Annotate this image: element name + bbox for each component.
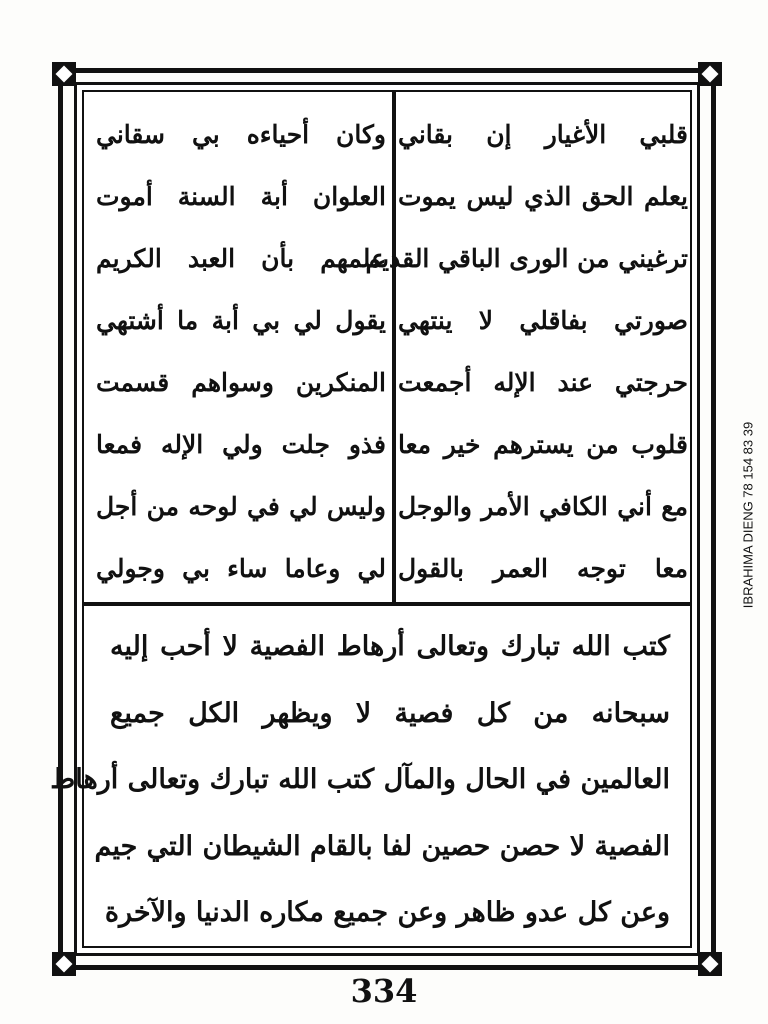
- verse-line: حرجتي عند الإله أجمعت: [398, 368, 688, 397]
- verse-line: وليس لي في لوحه من أجل: [96, 492, 386, 521]
- prose-line: سبحانه من كل فصية لا ويظهر الكل جميع: [110, 697, 670, 729]
- prose-line: وعن كل عدو ظاهر وعن جميع مكاره الدنيا والآخرة: [104, 897, 670, 928]
- verse-line: معا توجه العمر بالقول: [398, 554, 688, 583]
- verse-line: لي وعاما ساء بي وجولي: [96, 554, 386, 583]
- prose-block: [50, 622, 670, 938]
- page-number: 334: [350, 972, 418, 1010]
- verse-line: يعلم الحق الذي ليس يموت: [398, 182, 688, 211]
- left-verse-column: [96, 112, 386, 592]
- section-divider: [84, 602, 690, 606]
- verse-line: المنكرين وسواهم قسمت: [96, 368, 386, 397]
- verse-line: مع أني الكافي الأمر والوجل: [398, 492, 688, 521]
- corner-ornament-top-right: [698, 62, 722, 86]
- verse-line: وكان أحياءه بي سقاني: [96, 120, 386, 149]
- verse-line: صورتي بفاقلي لا ينتهي: [398, 306, 688, 335]
- prose-line: كتب الله تبارك وتعالى أرهاط الفصية لا أحب إليه: [110, 631, 670, 662]
- column-divider: [392, 92, 396, 604]
- prose-line: العالمين في الحال والمآل كتب الله تبارك وتعالى أرهاط: [50, 764, 670, 795]
- verse-line: قلوب من يسترهم خير معا: [398, 430, 688, 459]
- verse-line: ترغيني من الورى الباقي القديم: [365, 244, 688, 273]
- corner-ornament-top-left: [52, 62, 76, 86]
- verse-line: قلبي الأغيار إن بقاني: [398, 120, 688, 149]
- side-credit-text: IBRAHIMA DIENG 78 154 83 39: [740, 421, 756, 609]
- right-verse-column: [365, 112, 688, 592]
- verse-line: فذو جلت ولي الإله فمعا: [96, 430, 386, 459]
- prose-line: الفصية لا حصن حصين لفا بالقام الشيطان التي جيم: [94, 830, 670, 862]
- verse-line: العلوان أبة السنة أموت: [96, 182, 386, 211]
- verse-line: علمهم بأن العبد الكريم: [96, 244, 386, 273]
- verse-line: يقول لي بي أبة ما أشتهي: [96, 306, 386, 335]
